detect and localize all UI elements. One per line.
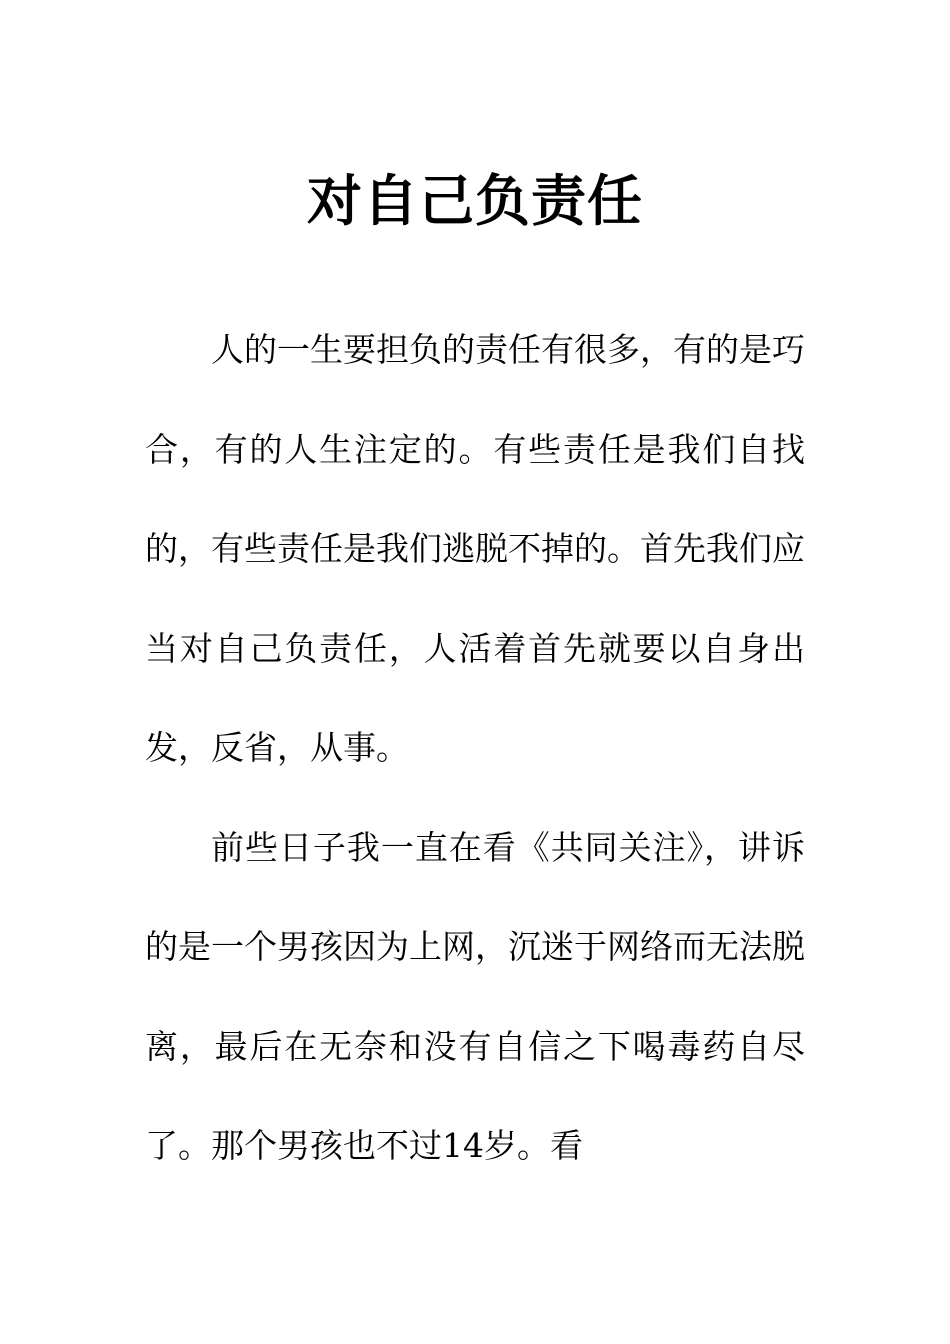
document-title: 对自己负责任 (306, 168, 643, 233)
paragraph-2: 前些日子我一直在看《共同关注》，讲诉的是一个男孩因为上网，沉迷于网络而无法脱离，最后在无奈和没有自信之下喝毒药自尽了。那个男孩也不过14岁。看 (145, 827, 805, 1165)
paragraph-1: 人的一生要担负的责任有很多，有的是巧合，有的人生注定的。有些责任是我们自找的，有些责任是我们逃脱不掉的。首先我们应当对自己负责任，人活着首先就要以自身出发，反省，从事。 (145, 330, 805, 767)
document-body (145, 300, 805, 1196)
